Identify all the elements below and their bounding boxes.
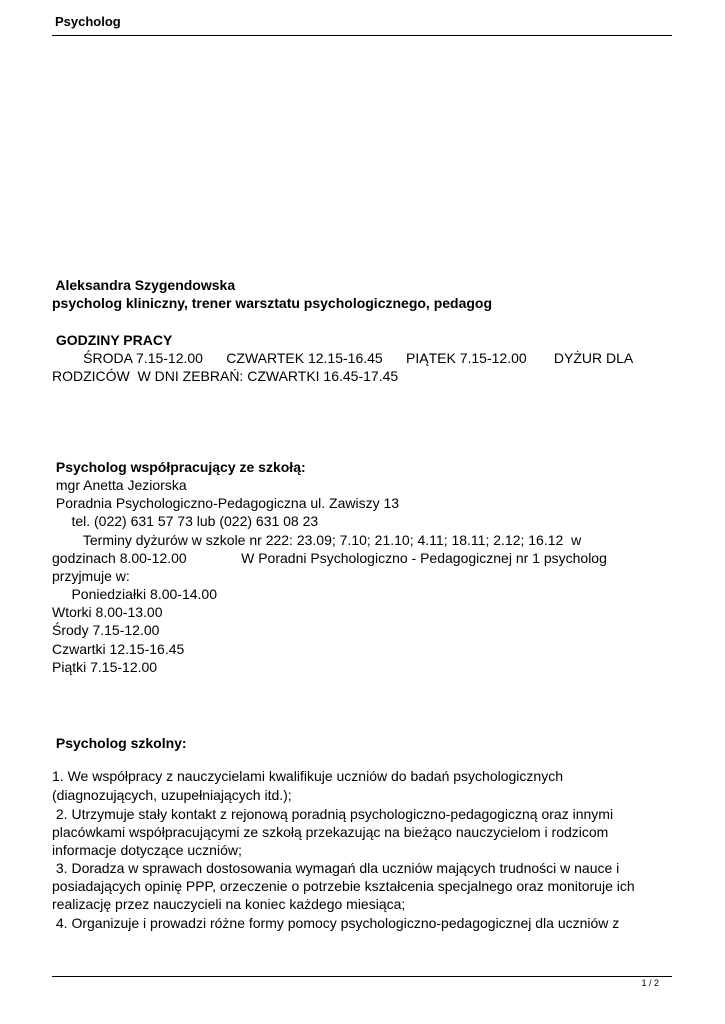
hours-line: ŚRODA 7.15-12.00 CZWARTEK 12.15-16.45 PIĄTEK 7.15-12.00 DYŻUR DLA: [52, 350, 634, 366]
person-role: psycholog kliniczny, trener warsztatu psychologicznego, pedagog: [52, 295, 493, 311]
cooperating-line: Środy 7.15-12.00: [52, 622, 160, 638]
school-heading: Psycholog szkolny:: [52, 735, 187, 751]
cooperating-line: Wtorki 8.00-13.00: [52, 604, 163, 620]
page-header-title: Psycholog: [55, 14, 121, 29]
hours-heading: GODZINY PRACY: [52, 332, 173, 348]
person-name: Aleksandra Szygendowska: [52, 277, 236, 293]
footer-divider: [52, 976, 672, 977]
cooperating-heading: Psycholog współpracujący ze szkołą:: [52, 459, 306, 475]
cooperating-line: mgr Anetta Jeziorska: [52, 477, 187, 493]
cooperating-line: Poradnia Psychologiczno-Pedagogiczna ul. Zawiszy 13: [52, 495, 400, 511]
school-line: 4. Organizuje i prowadzi różne formy pomocy psychologiczno-pedagogicznej dla uczniów z: [52, 915, 620, 931]
school-line: informacje dotyczące uczniów;: [52, 842, 242, 858]
school-line: realizację przez nauczycieli na koniec każdego miesiąca;: [52, 896, 406, 912]
cooperating-line: godzinach 8.00-12.00 W Poradni Psychologiczno - Pedagogicznej nr 1 psycholog: [52, 550, 607, 566]
page-number: 1 / 2: [641, 978, 659, 988]
school-line: 2. Utrzymuje stały kontakt z rejonową poradnią psychologiczno-pedagogiczną oraz innymi: [52, 806, 614, 822]
school-line: placówkami współpracującymi ze szkołą przekazując na bieżąco nauczycielom i rodzicom: [52, 824, 609, 840]
school-line: (diagnozujących, uzupełniających itd.);: [52, 787, 292, 803]
hours-line: RODZICÓW W DNI ZEBRAŃ: CZWARTKI 16.45-17.45: [52, 368, 399, 384]
cooperating-line: Poniedziałki 8.00-14.00: [52, 586, 217, 602]
cooperating-line: Piątki 7.15-12.00: [52, 659, 158, 675]
cooperating-line: Terminy dyżurów w szkole nr 222: 23.09; 7.10; 21.10; 4.11; 18.11; 2.12; 16.12 w: [52, 532, 582, 548]
cooperating-line: Czwartki 12.15-16.45: [52, 641, 185, 657]
school-line: 3. Doradza w sprawach dostosowania wymagań dla uczniów mających trudności w nauce i: [52, 860, 620, 876]
cooperating-line: tel. (022) 631 57 73 lub (022) 631 08 23: [52, 513, 319, 529]
school-line: posiadających opinię PPP, orzeczenie o potrzebie kształcenia specjalnego oraz monitoruje ich: [52, 878, 635, 894]
cooperating-line: przyjmuje w:: [52, 568, 130, 584]
school-line: 1. We współpracy z nauczycielami kwalifikuje uczniów do badań psychologicznych: [52, 768, 563, 784]
header-divider: [52, 35, 672, 36]
